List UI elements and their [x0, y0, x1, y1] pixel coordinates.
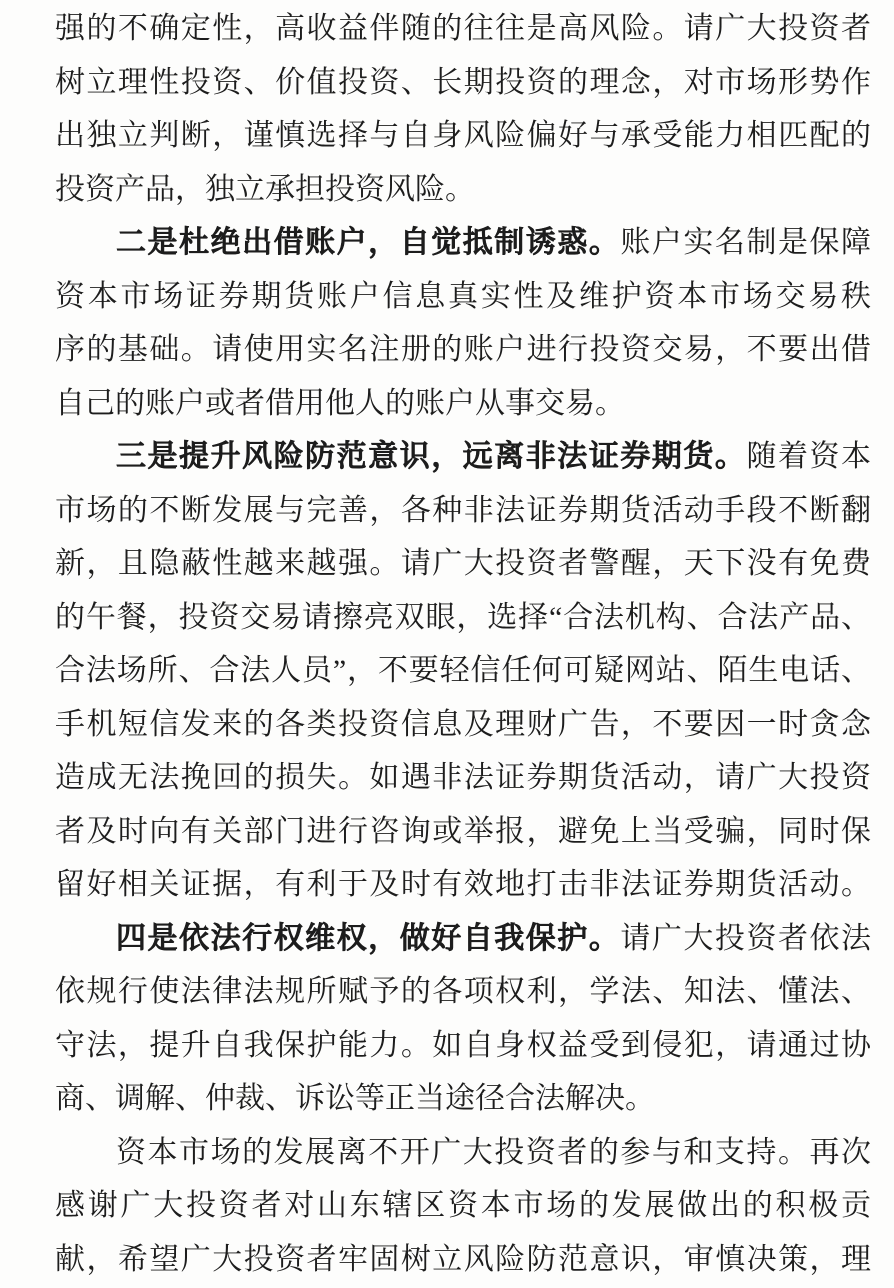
- line-text: 的午餐，投资交易请擦亮双眼，选择“合法机构、合法产品、: [55, 600, 871, 634]
- paragraph-lead-bold: 二是杜绝出借账户，自觉抵制诱惑。: [116, 226, 621, 259]
- line-text: 合法场所、合法人员”，不要轻信任何可疑网站、陌生电话、: [55, 654, 871, 687]
- text-line: [55, 1072, 871, 1126]
- text-line: [55, 1126, 871, 1180]
- line-text: 自己的账户或者借用他人的账户从事交易。: [55, 386, 625, 420]
- text-line: [55, 698, 871, 752]
- text-line: [55, 270, 871, 324]
- text-line: [55, 109, 871, 163]
- paragraph-lead-bold: 四是依法行权维权，做好自我保护。: [116, 921, 621, 955]
- text-line: [55, 484, 871, 538]
- line-text: 随着资本: [746, 440, 871, 473]
- text-line: [55, 323, 871, 377]
- line-text: 市场的不断发展与完善，各种非法证券期货活动手段不断翻: [55, 493, 871, 527]
- text-line: [55, 2, 871, 56]
- line-text: 新，且隐蔽性越来越强。请广大投资者警醒，天下没有免费: [55, 547, 871, 580]
- text-line: [55, 591, 871, 645]
- line-text: 留好相关证据，有利于及时有效地打击非法证券期货活动。: [55, 868, 871, 901]
- text-line: [55, 1179, 871, 1233]
- text-line: [55, 430, 871, 484]
- text-line: [55, 858, 871, 912]
- line-text: 献，希望广大投资者牢固树立风险防范意识，审慎决策，理: [55, 1242, 871, 1276]
- text-line: [55, 377, 871, 431]
- text-line: [55, 1233, 871, 1287]
- line-text: 守法，提升自我保护能力。如自身权益受到侵犯，请通过协: [55, 1028, 871, 1062]
- line-text: 资本市场的发展离不开广大投资者的参与和支持。再次: [116, 1135, 871, 1169]
- paragraph-lead-bold: 三是提升风险防范意识，远离非法证券期货。: [116, 440, 747, 473]
- text-line: [55, 751, 871, 805]
- text-line: [55, 56, 871, 110]
- text-line: [55, 965, 871, 1019]
- line-text: 投资产品，独立承担投资风险。: [55, 172, 475, 206]
- line-text: 出独立判断，谨慎选择与自身风险偏好与承受能力相匹配的: [55, 119, 871, 152]
- line-text: 树立理性投资、价值投资、长期投资的理念，对市场形势作: [55, 65, 871, 99]
- line-text: 感谢广大投资者对山东辖区资本市场的发展做出的积极贡: [55, 1189, 871, 1222]
- document-text-body: [55, 2, 871, 1286]
- line-text: 商、调解、仲裁、诉讼等正当途径合法解决。: [55, 1082, 655, 1115]
- text-line: [55, 163, 871, 217]
- line-text: 造成无法挽回的损失。如遇非法证券期货活动，请广大投资: [55, 761, 871, 794]
- line-text: 账户实名制是保障: [620, 226, 871, 259]
- line-text: 强的不确定性，高收益伴随的往往是高风险。请广大投资者: [55, 12, 871, 45]
- line-text: 请广大投资者依法: [620, 921, 871, 955]
- line-text: 资本市场证券期货账户信息真实性及维护资本市场交易秩: [55, 279, 871, 313]
- text-line: [55, 537, 871, 591]
- text-line: [55, 912, 871, 966]
- line-text: 者及时向有关部门进行咨询或举报，避免上当受骗，同时保: [55, 814, 871, 848]
- text-line: [55, 1019, 871, 1073]
- line-text: 手机短信发来的各类投资信息及理财广告，不要因一时贪念: [55, 707, 871, 741]
- line-text: 依规行使法律法规所赋予的各项权利，学法、知法、懂法、: [55, 975, 871, 1008]
- text-line: [55, 805, 871, 859]
- text-line: [55, 216, 871, 270]
- text-line: [55, 644, 871, 698]
- line-text: 序的基础。请使用实名注册的账户进行投资交易，不要出借: [55, 333, 871, 366]
